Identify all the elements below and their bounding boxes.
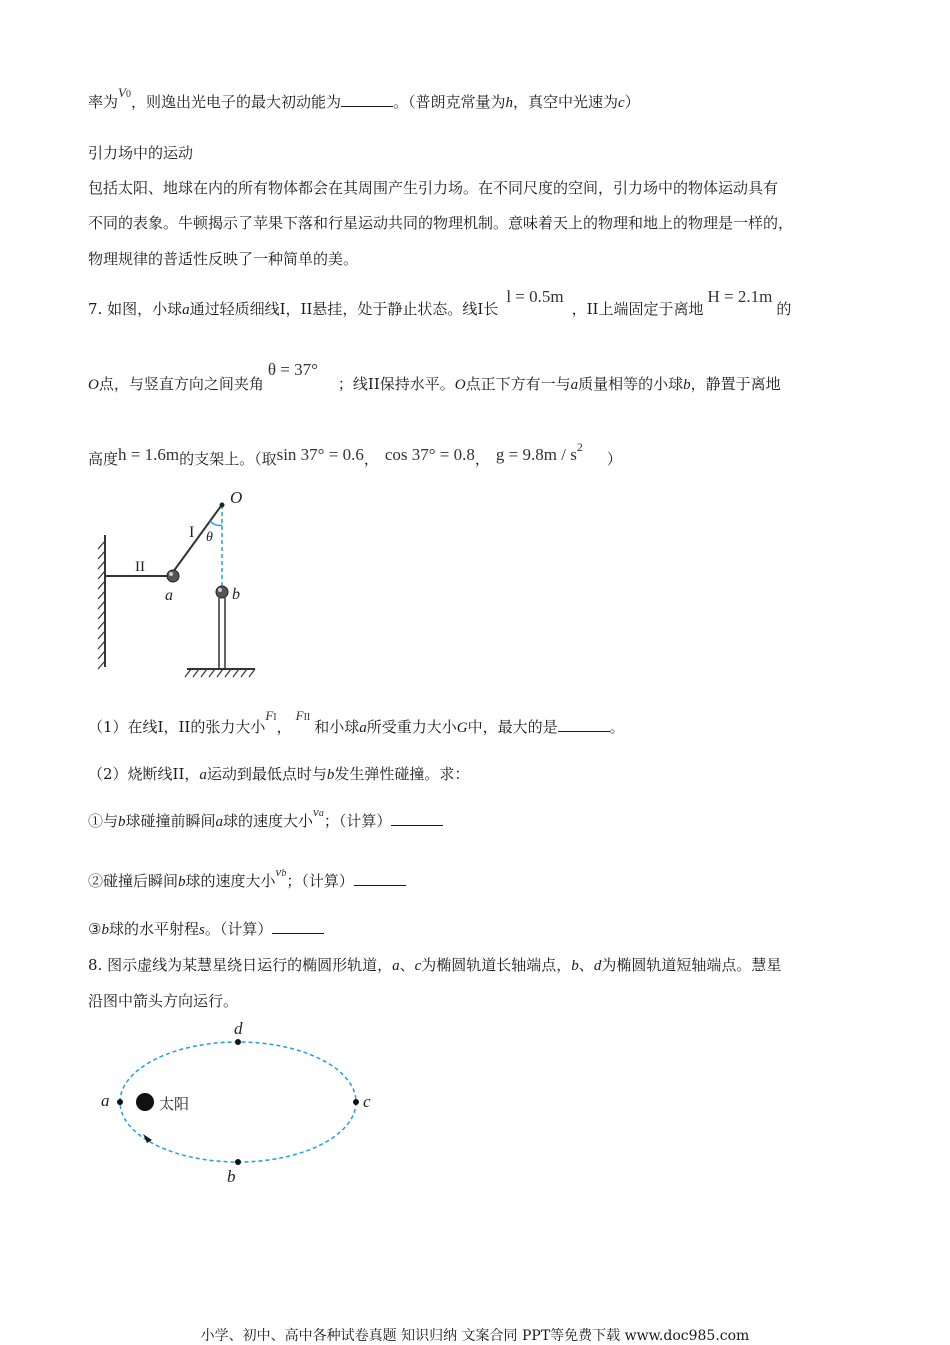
label-O: O [230,488,243,507]
point-d [235,1039,241,1045]
label-II: II [135,559,145,575]
point-c [353,1099,359,1105]
wall-hatching [98,541,105,669]
q7-line-2: O点，与竖直方向之间夹角θ = 37°；线II保持水平。O点正下方有一与a质量相等的小球b，静置于离地 [88,360,781,393]
point-b [235,1159,241,1165]
label-a: a [165,587,173,604]
q7-sub-3: ③b球的水平射程s。（计算） [88,918,324,941]
ball-b [216,586,228,598]
q8-line-1: 8. 图示虚线为某慧星绕日运行的椭圆形轨道，a、c为椭圆轨道长轴端点，b、d为椭圆轨道短轴端点。慧星 [88,956,782,974]
q7-sub-1: ①与b球碰撞前瞬间a球的速度大小va；（计算） [88,810,443,835]
page-footer: 小学、初中、高中各种试卷真题 知识归纳 文案合同 PPT等免费下载 www.doc985.com [200,1328,750,1344]
q7-line-3: 高度h = 1.6m的支架上。（取sin 37° = 0.6， cos 37° = 0.8， $g = 9.8m / s^2$） [88,440,622,468]
q8-line-2: 沿图中箭头方向运行。 [88,992,239,1010]
thread-I [173,506,221,572]
intro-line-1: 包括太阳、地球在内的所有物体都会在其周围产生引力场。在不同尺度的空间，引力场中的物体运动具有 [88,179,779,197]
angle-arc [210,521,222,526]
label-sun: 太阳 [159,1097,190,1113]
answer-blank [354,871,406,886]
orbit-ellipse [120,1042,356,1162]
ground-hatching [185,669,255,677]
label-a: a [101,1091,110,1110]
sun [136,1093,154,1111]
q7-part-1: （1）在线I，II的张力大小FI，FII和小球a所受重力大小G中，最大的是 。 [88,708,625,736]
q6-continuation: 率为V0，则逸出光电子的最大初动能为 。（普朗克常量为h，真空中光速为c） [88,85,640,111]
label-I: I [189,524,195,541]
pendulum-figure [95,485,265,685]
answer-blank [391,811,443,826]
comet-orbit-figure [95,1018,385,1188]
label-b: b [232,586,240,603]
section-title: 引力场中的运动 [88,144,194,162]
answer-blank [272,919,324,934]
q7-sub-2: ②碰撞后瞬间b球的速度大小vb；（计算） [88,870,406,895]
answer-blank [341,92,393,107]
q7-part-2: （2）烧断线II，a运动到最低点时与b发生弹性碰撞。求： [88,765,470,783]
intro-line-3: 物理规律的普适性反映了一种简单的美。 [88,250,359,268]
q7-line-1: 7. 如图，小球a通过轻质细线I，II悬挂，处于静止状态。线I长l = 0.5m，II上端固定于离地H = 2.1m的 [88,287,792,318]
intro-line-2: 不同的表象。牛顿揭示了苹果下落和行星运动共同的物理机制。意味着天上的物理和地上的物理是一样的， [88,214,794,232]
answer-blank [558,717,610,732]
point-O [220,503,225,508]
ball-a [167,570,179,582]
point-a [117,1099,123,1105]
label-c: c [363,1092,371,1111]
label-theta: θ [206,530,213,545]
label-b: b [227,1167,236,1186]
label-d: d [234,1019,243,1038]
